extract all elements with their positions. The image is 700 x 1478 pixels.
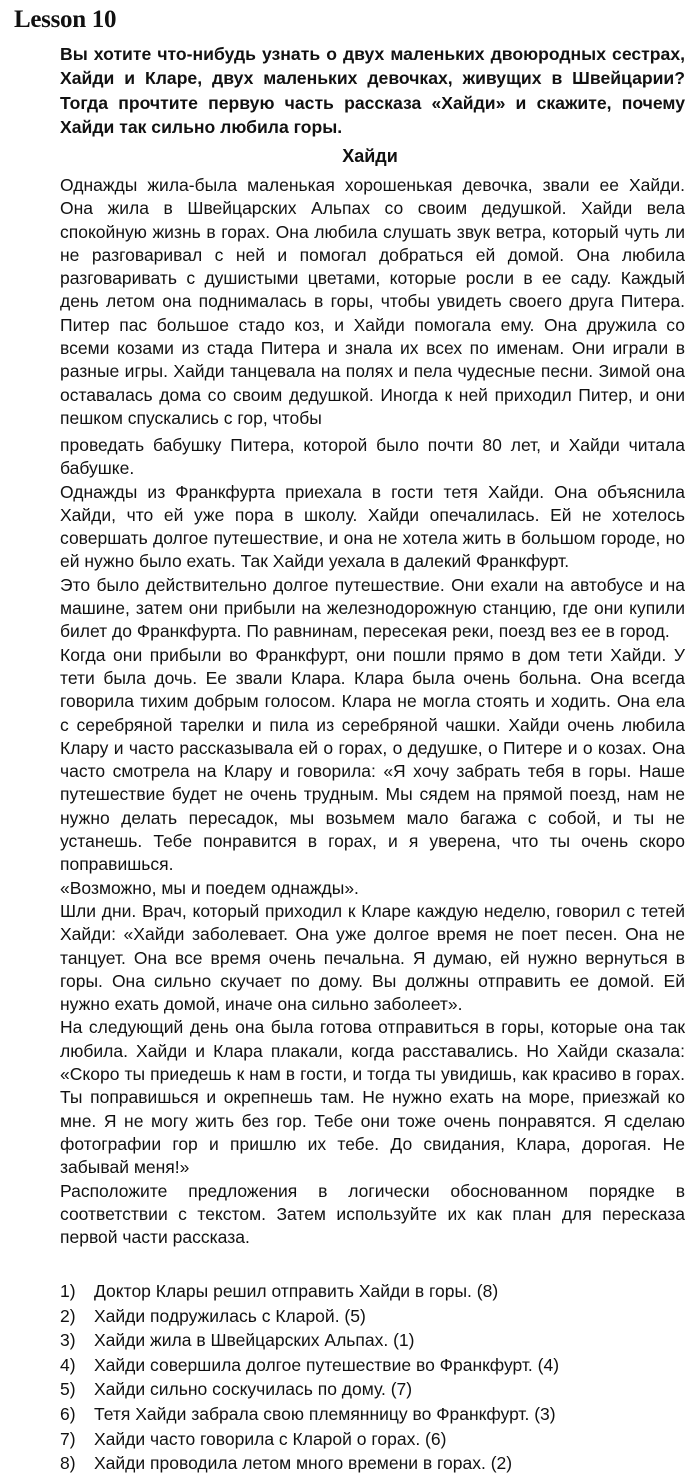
item-number: 6) <box>60 1403 76 1424</box>
story-first-paragraph <box>60 174 685 430</box>
item-text: Хайди проводила летом много времени в горах. (2) <box>94 1453 513 1474</box>
intro-instruction: Вы хотите что-нибудь узнать о двух маленьких двоюродных сестрах, Хайди и Кларе, двух маленьких девочках, живущих в Швейцарии? Тогда прочтите первую часть рассказа «Хайди» и скажите, почему Хайди так сильно любила горы. <box>60 44 685 138</box>
item-number: 3) <box>60 1330 76 1351</box>
item-number: 2) <box>60 1305 76 1326</box>
item-number: 8) <box>60 1453 76 1474</box>
task-instruction: Расположите предложения в логически обоснованном порядке в соответствии с текстом. Затем используйте их как план для пересказа первой части рассказа. <box>60 1180 685 1248</box>
paragraph: «Возможно, мы и поедем однажды». <box>60 877 359 898</box>
list-item <box>60 1377 685 1402</box>
item-text: Хайди сильно соскучилась по дому. (7) <box>94 1379 413 1400</box>
list-item <box>60 1451 685 1476</box>
paragraph: Однажды жила-была маленькая хорошенькая девочка, звали ее Хайди. Она жила в Швейцарских Альпах со своим дедушкой. Хайди вела спокойную жизнь в горах. Она любила слушать звук ветра, который чуть ли не разговаривал с ней и помогал добраться ей домой. Она любила разговаривать с душистыми цветами, которые росли в ее саду. Каждый день летом она поднималась в горы, чтобы увидеть своего друга Питера. Питер пас большое стадо коз, и Хайди помогала ему. Она дружила со всеми козами из стада Питера и знала их всех по именам. Они играли в разные игры. Хайди танцевала на полях и пела чудесные песни. Зимой она оставалась дома со своим дедушкой. Иногда к ней приходил Питер, и они пешком спускались с гор, чтобы <box>60 175 685 428</box>
paragraph: На следующий день она была готова отправиться в горы, которые она так любила. Хайди и Клара плакали, когда расставались. Но Хайди сказала: «Скоро ты приедешь к нам в гости, и тогда ты увидишь, как красиво в горах. Ты поправишься и окрепнешь там. Не нужно ехать на море, приезжай ко мне. Я не могу жить без гор. Тебе они тоже очень понравятся. Я сделаю фотографии гор и пришлю их тебе. До свидания, Клара, дорогая. Не забывай меня!» <box>60 1017 685 1178</box>
list-item <box>60 1353 685 1378</box>
item-text: Хайди совершила долгое путешествие во Франкфурт. (4) <box>94 1354 560 1375</box>
item-text: Хайди подружилась с Кларой. (5) <box>94 1305 366 1326</box>
story-title: Хайди <box>342 146 398 166</box>
item-text: Хайди часто говорила с Кларой о горах. (6) <box>94 1428 447 1449</box>
item-number: 7) <box>60 1428 76 1449</box>
item-text: Хайди жила в Швейцарских Альпах. (1) <box>94 1330 415 1351</box>
item-number: 5) <box>60 1379 76 1400</box>
item-number: 1) <box>60 1281 76 1301</box>
list-item <box>60 1279 685 1304</box>
item-text: Доктор Клары решил отправить Хайди в горы. (8) <box>94 1281 499 1301</box>
item-number: 4) <box>60 1354 76 1375</box>
item-text: Тетя Хайди забрала свою племянницу во Франкфурт. (3) <box>94 1403 556 1424</box>
plan-list <box>60 1279 685 1476</box>
lesson-heading: Lesson 10 <box>14 6 117 33</box>
paragraph: Шли дни. Врач, который приходил к Кларе каждую неделю, говорил с тетей Хайди: «Хайди заболевает. Она уже долгое время не поет песен. Она не танцует. Она все время очень печальна. Я думаю, ей нужно вернуться в горы. Она сильно скучает по дому. Вы должны отправить ее домой. Ей нужно ехать домой, иначе она сильно заболеет». <box>60 900 685 1015</box>
list-item <box>60 1427 685 1452</box>
paragraph: Однажды из Франкфурта приехала в гости тетя Хайди. Она объяснила Хайди, что ей уже пора в школу. Хайди опечалилась. Ей не хотелось совершать долгое путешествие, и она не хотела жить в большом городе, но ей нужно было ехать. Так Хайди уехала в далекий Франкфурт. <box>60 481 685 572</box>
paragraph: Это было действительно долгое путешествие. Они ехали на автобусе и на машине, затем они прибыли на железнодорожную станцию, где они купили билет до Франкфурта. По равнинам, пересекая реки, поезд вез ее в город. <box>60 574 685 642</box>
list-item <box>60 1328 685 1353</box>
list-item <box>60 1304 685 1329</box>
paragraph: проведать бабушку Питера, которой было почти 80 лет, и Хайди читала бабушке. <box>60 435 685 479</box>
story-body <box>60 434 685 1249</box>
paragraph: Когда они прибыли во Франкфурт, они пошли прямо в дом тети Хайди. У тети была дочь. Ее звали Клара. Клара была очень больна. Она всегда говорила тихим добрым голосом. Клара не могла стоять и ходить. Она ела с серебряной тарелки и пила из серебряной чашки. Хайди очень любила Клару и часто рассказывала ей о горах, о дедушке, о Питере и о козах. Она часто смотрела на Клару и говорила: «Я хочу забрать тебя в горы. Наше путешествие будет не очень трудным. Мы сядем на прямой поезд, нам не нужно делать пересадок, мы возьмем мало багажа с собой, и ты не устанешь. Тебе понравится в горах, и я уверена, что ты очень скоро поправишься. <box>60 644 685 875</box>
list-item <box>60 1402 685 1427</box>
